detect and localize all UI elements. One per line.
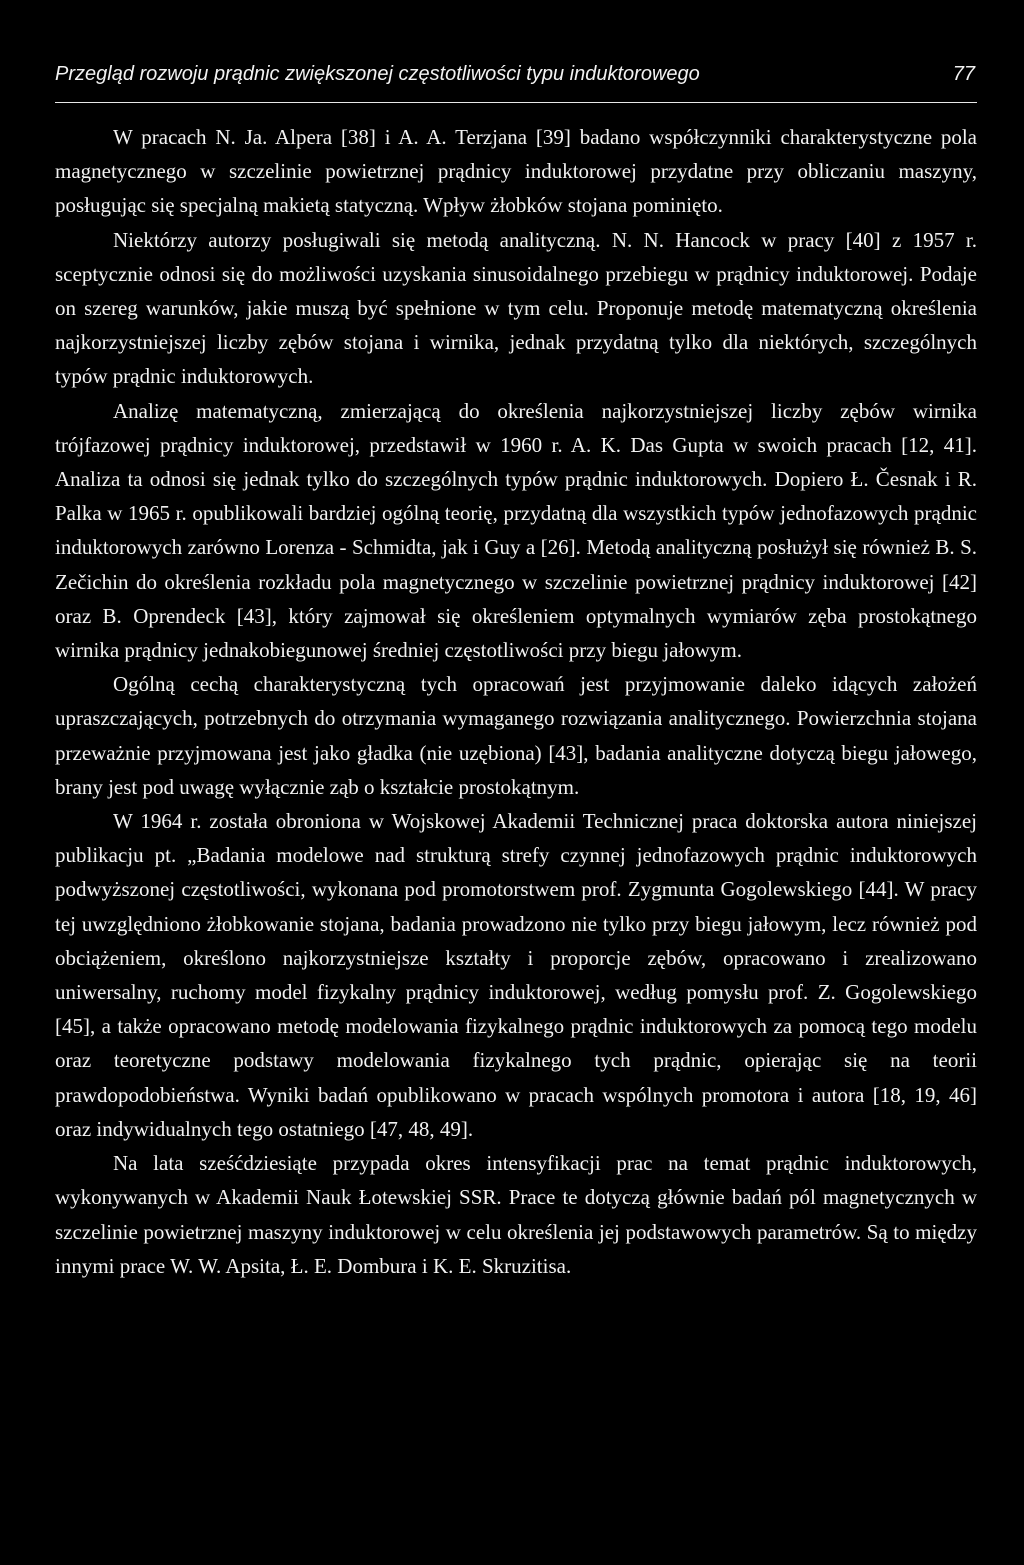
paragraph-5: W 1964 r. została obroniona w Wojskowej Akademii Technicznej praca doktorska autora niniejszej publikacju pt. „Badania modelowe nad strukturą strefy czynnej jednofazowych prądnic induktorowych podwyższonej częstotliwości, wykonana pod promotorstwem prof. Zygmunta Gogolewskiego [44]. W pracy tej uwzględniono żłobkowanie stojana, badania prowadzono nie tylko przy biegu jałowym, lecz również pod obciążeniem, określono najkorzystniejsze kształty i proporcje zębów, opracowano i zrealizowano uniwersalny, ruchomy model fizykalny prądnicy induktorowej, według pomysłu prof. Z. Gogolewskiego [45], a także opracowano metodę modelowania fizykalnego prądnic induktorowych za pomocą tego modelu oraz teoretyczne podstawy modelowania fizykalnego tych prądnic, opierając się na teorii prawdopodobieństwa. Wyniki badań opublikowano w pracach wspólnych promotora i autora [18, 19, 46] oraz indywidualnych tego ostatniego [47, 48, 49]. [55,809,977,1141]
document-page [55,60,977,1283]
running-title: Przegląd rozwoju prądnic zwiększonej częstotliwości typu induktorowego [55,63,700,85]
paragraph-2: Niektórzy autorzy posługiwali się metodą analityczną. N. N. Hancock w pracy [40] z 1957 r. sceptycznie odnosi się do możliwości uzyskania sinusoidalnego przebiegu w prądnicy induktorowej. Podaje on szereg warunków, jakie muszą być spełnione w tym celu. Proponuje metodę matematyczną określenia najkorzystniejszej liczby zębów stojana i wirnika, jednak przydatną tylko dla niektórych, szczególnych typów prądnic induktorowych. [55,227,977,389]
paragraph-6: Na lata sześćdziesiąte przypada okres intensyfikacji prac na temat prądnic induktorowych, wykonywanych w Akademii Nauk Łotewskiej SSR. Prace te dotyczą głównie badań pól magnetycznych w szczelinie powietrznej maszyny induktorowej w celu określenia jej podstawowych parametrów. Są to między innymi prace W. W. Apsita, Ł. E. Dombura i K. E. Skruzitisa. [55,1151,977,1278]
body-text [55,120,977,1283]
paragraph-3: Analizę matematyczną, zmierzającą do określenia najkorzystniejszej liczby zębów wirnika trójfazowej prądnicy induktorowej, przedstawił w 1960 r. A. K. Das Gupta w swoich pracach [12, 41]. Analiza ta odnosi się jednak tylko do szczególnych typów prądnic induktorowych. Dopiero Ł. Česnak i R. Palka w 1965 r. opublikowali bardziej ogólną teorię, przydatną dla wszystkich typów jednofazowych prądnic induktorowych zarówno Lorenza - Schmidta, jak i Guy a [26]. Metodą analityczną posłużył się również B. S. Zečichin do określenia rozkładu pola magnetycznego w szczelinie powietrznej prądnicy induktorowej [42] oraz B. Oprendeck [43], który zajmował się określeniem optymalnych wymiarów zęba prostokątnego wirnika prądnicy jednakobiegunowej średniej częstotliwości przy biegu jałowym. [55,398,977,663]
paragraph-4: Ogólną cechą charakterystyczną tych opracowań jest przyjmowanie daleko idących założeń upraszczających, potrzebnych do otrzymania wymaganego rozwiązania analitycznego. Powierzchnia stojana przeważnie przyjmowana jest jako gładka (nie uzębiona) [43], badania analityczne dotyczą biegu jałowego, brany jest pod uwagę wyłącznie ząb o kształcie prostokątnym. [55,672,977,799]
header-rule [55,102,977,103]
paragraph-1: W pracach N. Ja. Alpera [38] i A. A. Terzjana [39] badano współczynniki charakterystyczne pola magnetycznego w szczelinie powietrznej prądnicy induktorowej przydatne przy obliczaniu maszyny, posługując się specjalną makietą statyczną. Wpływ żłobków stojana pominięto. [55,125,977,218]
running-header [55,60,977,90]
page-number: 77 [952,63,975,85]
